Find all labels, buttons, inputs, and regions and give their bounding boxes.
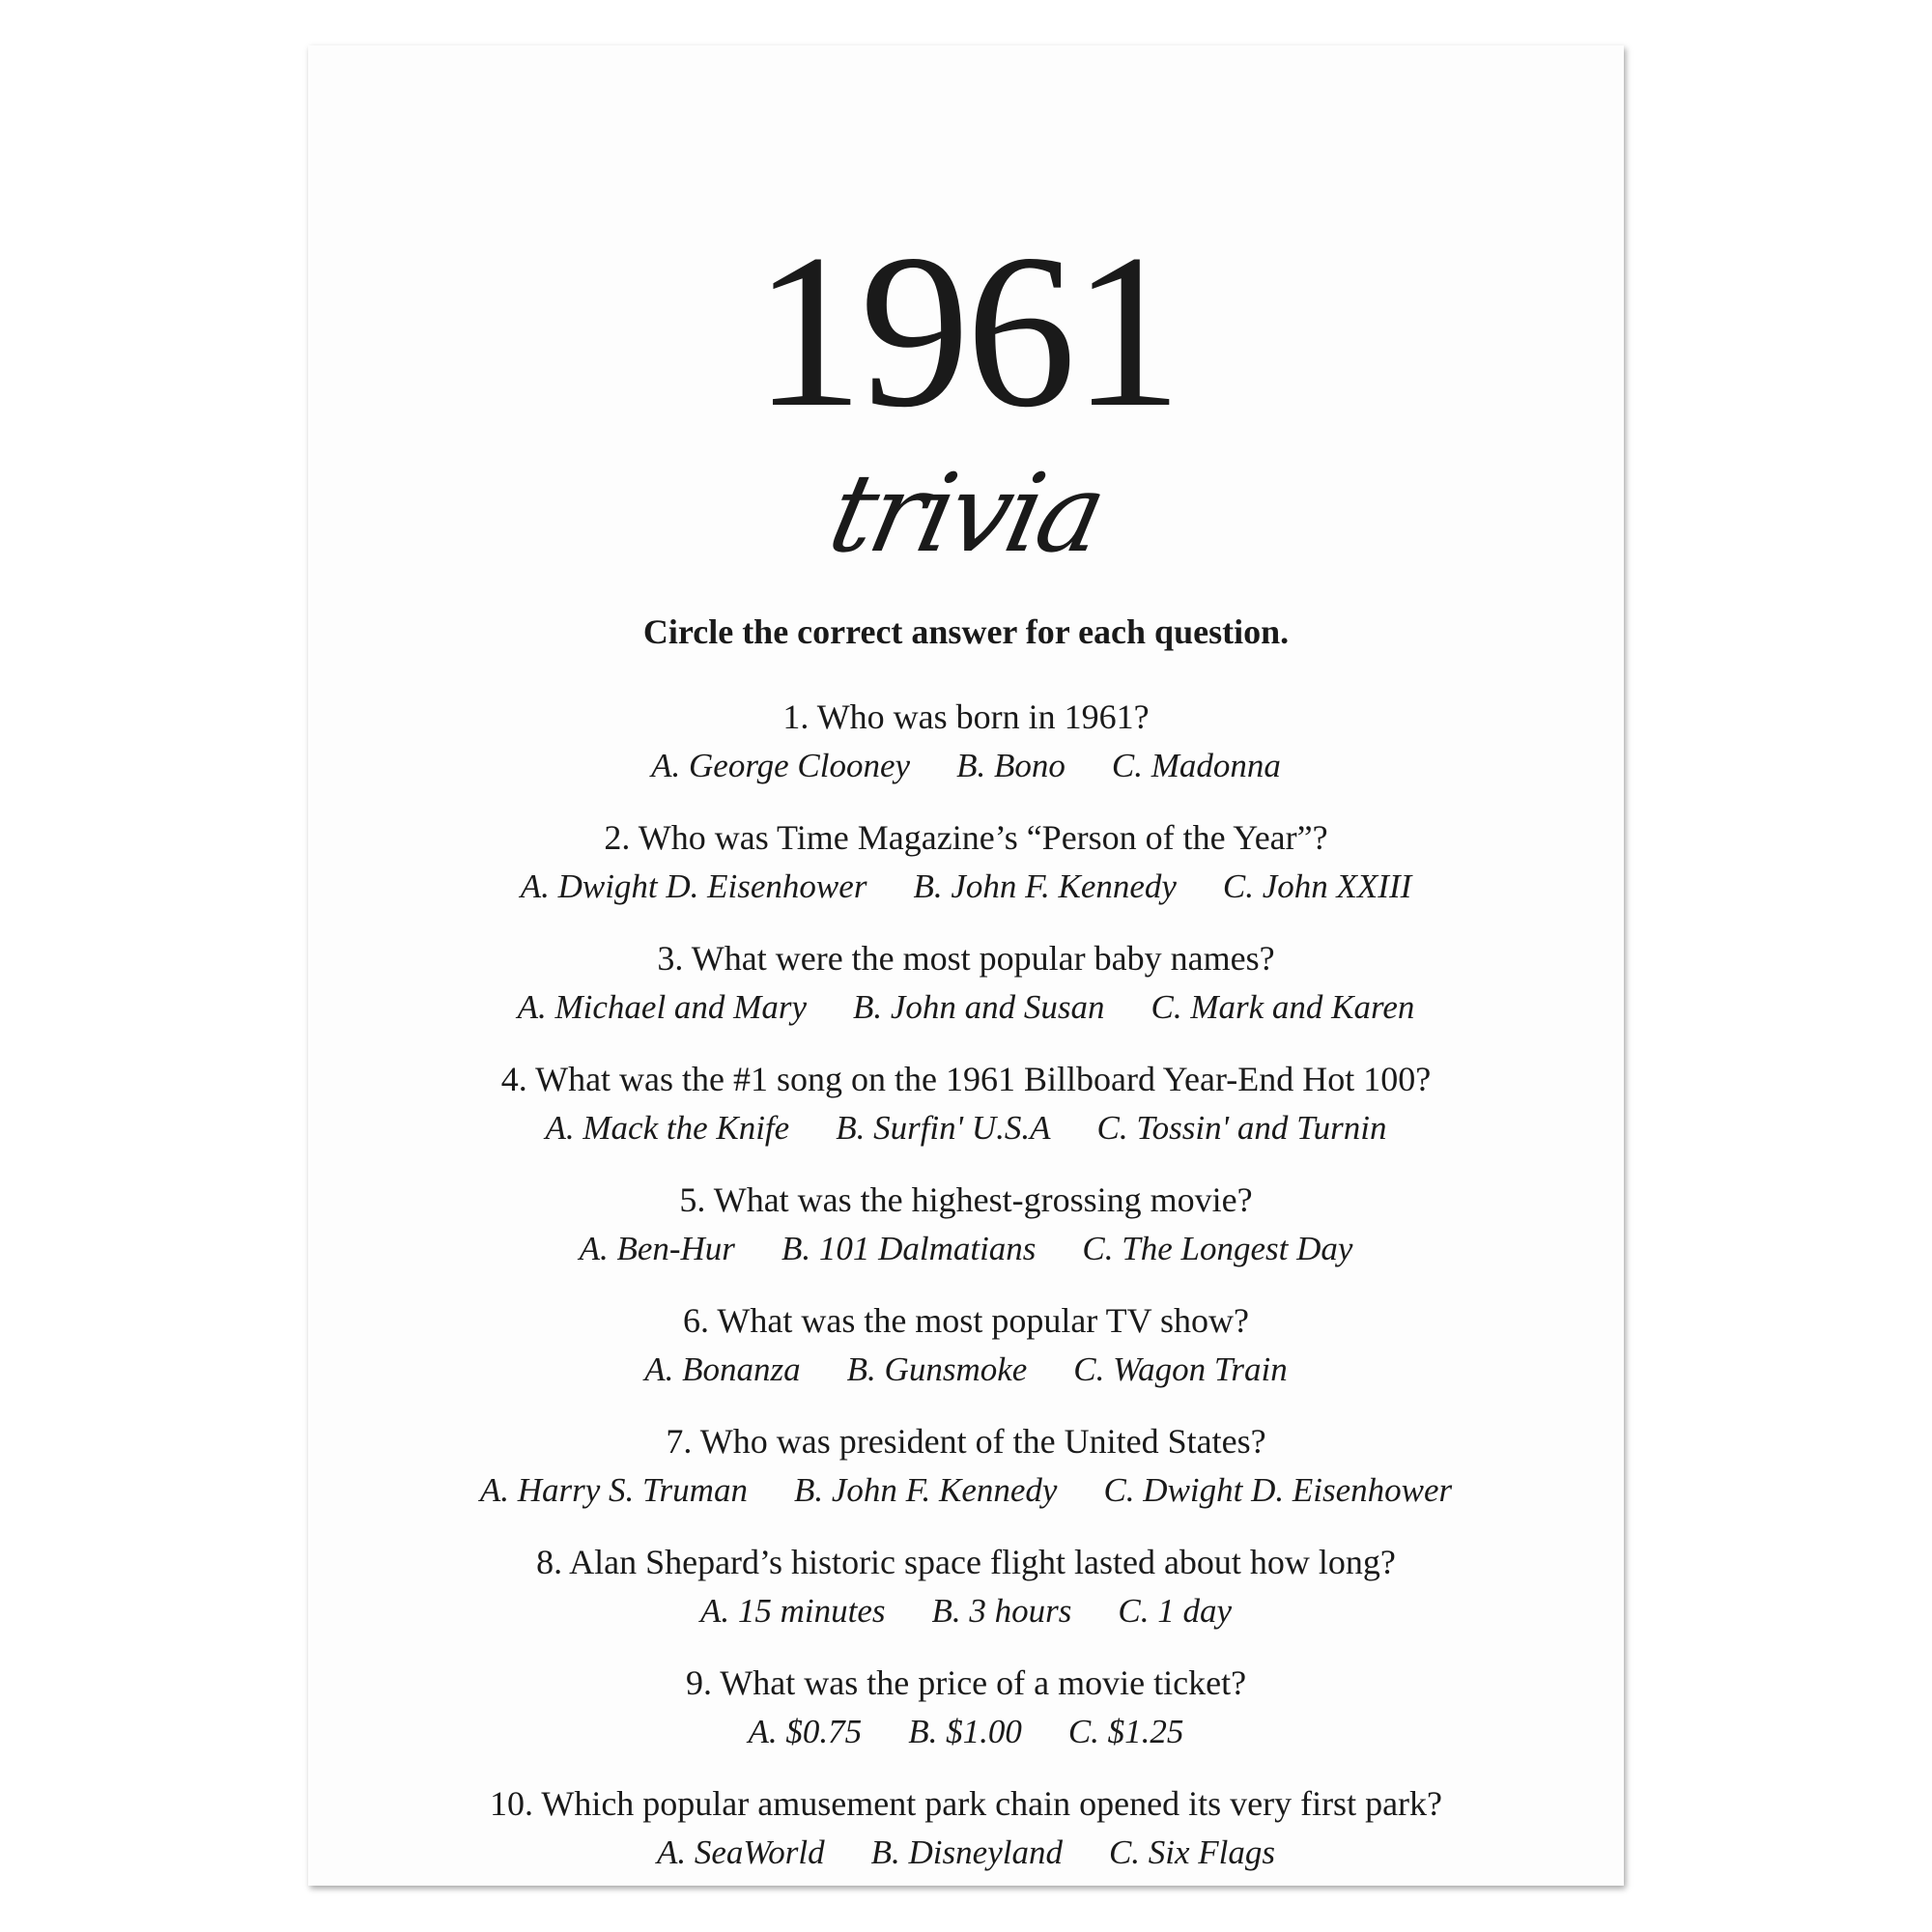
question-list [308,693,1624,1900]
answer-option[interactable]: A. George Clooney [651,747,911,784]
answer-row [308,1465,1624,1516]
answer-option[interactable]: C. The Longest Day [1082,1230,1353,1267]
answer-row [308,1707,1624,1757]
answer-option[interactable]: C. Dwight D. Eisenhower [1103,1471,1453,1509]
question-item [308,1296,1624,1417]
question-item [308,813,1624,934]
answer-option[interactable]: A. Ben-Hur [579,1230,735,1267]
answer-option[interactable]: B. $1.00 [908,1713,1022,1750]
question-item [308,1659,1624,1779]
question-item [308,934,1624,1055]
answer-option[interactable]: B. John F. Kennedy [913,867,1177,905]
answer-option[interactable]: C. $1.25 [1067,1713,1184,1750]
question-text: 1. Who was born in 1961? [782,697,1150,736]
question-item [308,1417,1624,1538]
answer-row [308,1345,1624,1395]
question-text: 6. What was the most popular TV show? [683,1301,1249,1340]
question-text: 9. What was the price of a movie ticket? [685,1663,1247,1702]
answer-option[interactable]: A. Michael and Mary [517,988,807,1026]
question-text: 8. Alan Shepard’s historic space flight lasted about how long? [536,1543,1396,1581]
answer-option[interactable]: C. John XXIII [1222,867,1412,905]
answer-option[interactable]: B. John and Susan [852,988,1105,1026]
question-text: 4. What was the #1 song on the 1961 Billboard Year-End Hot 100? [500,1060,1432,1098]
answer-row [308,1103,1624,1153]
question-item [308,1538,1624,1659]
answer-row [308,1224,1624,1274]
answer-option[interactable]: A. Dwight D. Eisenhower [520,867,867,905]
answer-option[interactable]: A. Harry S. Truman [479,1471,748,1509]
answer-option[interactable]: B. John F. Kennedy [793,1471,1058,1509]
question-text: 7. Who was president of the United States? [666,1422,1266,1461]
answer-option[interactable]: B. Surfin' U.S.A [836,1109,1051,1147]
question-item [308,693,1624,813]
title-year: 1961 [753,210,1179,453]
instructions: Circle the correct answer for each question. [642,612,1290,651]
question-item [308,1176,1624,1296]
answer-option[interactable]: A. $0.75 [748,1713,863,1750]
answer-option[interactable]: A. SeaWorld [656,1833,825,1871]
question-text: 10. Which popular amusement park chain opened its very first park? [489,1784,1443,1823]
question-text: 2. Who was Time Magazine’s “Person of the Year”? [604,818,1328,857]
answer-option[interactable]: C. Wagon Train [1073,1350,1288,1388]
answer-option[interactable]: B. 101 Dalmatians [781,1230,1037,1267]
answer-option[interactable]: B. Disneyland [870,1833,1063,1871]
answer-option[interactable]: A. 15 minutes [699,1592,886,1630]
title-script: trivia [819,451,1113,577]
answer-row [308,1828,1624,1878]
answer-row [308,862,1624,912]
question-text: 5. What was the highest-grossing movie? [679,1180,1253,1219]
answer-option[interactable]: C. 1 day [1118,1592,1233,1630]
answer-option[interactable]: C. Tossin' and Turnin [1096,1109,1387,1147]
answer-row [308,982,1624,1033]
answer-option[interactable]: C. Six Flags [1108,1833,1276,1871]
answer-option[interactable]: C. Mark and Karen [1151,988,1415,1026]
answer-option[interactable]: A. Bonanza [644,1350,801,1388]
answer-option[interactable]: A. Mack the Knife [545,1109,790,1147]
answer-option[interactable]: B. 3 hours [931,1592,1072,1630]
answer-option[interactable]: C. Madonna [1111,747,1281,784]
answer-option[interactable]: B. Gunsmoke [846,1350,1028,1388]
answer-row [308,741,1624,791]
answer-option[interactable]: B. Bono [956,747,1065,784]
question-item [308,1055,1624,1176]
question-item [308,1779,1624,1900]
trivia-card [308,45,1624,1886]
question-text: 3. What were the most popular baby names? [657,939,1275,978]
answer-row [308,1586,1624,1636]
